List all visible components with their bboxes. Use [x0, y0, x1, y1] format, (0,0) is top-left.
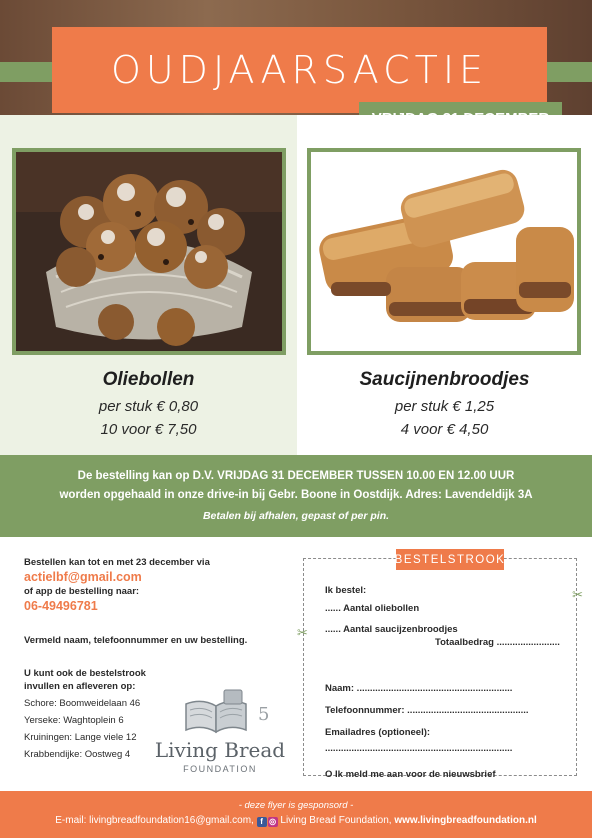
footer	[0, 791, 592, 838]
form-field-saucijzenbroodjes[interactable]: ...... Aantal saucijzenbroodjes	[325, 624, 458, 635]
footer-contact	[0, 815, 592, 827]
product-name: Oliebollen	[102, 369, 195, 390]
product-name: Saucijnenbroodjes	[359, 369, 530, 390]
anniversary-mark: 5	[258, 704, 270, 725]
newsletter-checkbox[interactable]: O Ik meld me aan voor de nieuwsbrief	[325, 769, 496, 780]
location-item: Yerseke: Waghtoplein 6	[24, 715, 124, 726]
title-banner	[52, 27, 547, 113]
scissors-icon: ✂	[297, 625, 308, 640]
product-oliebollen	[0, 115, 297, 455]
location-item: Krabbendijke: Oostweg 4	[24, 749, 131, 760]
product-price-single: per stuk € 0,80	[98, 398, 199, 415]
footer-website-link[interactable]: www.livingbreadfoundation.nl	[394, 815, 537, 826]
order-email[interactable]: actielbf@gmail.com	[24, 570, 142, 584]
location-item: Schore: Boomweidelaan 46	[24, 698, 141, 709]
instagram-icon[interactable]: ◎	[269, 817, 277, 826]
products-section	[0, 115, 592, 455]
form-field-oliebollen[interactable]: ...... Aantal oliebollen	[325, 603, 420, 614]
form-field-email[interactable]: .......................................................................	[325, 743, 513, 754]
product-price-bulk: 4 voor € 4,50	[400, 421, 489, 438]
scissors-icon: ✂	[572, 587, 583, 602]
facebook-icon[interactable]: f	[257, 817, 267, 827]
open-book-icon	[180, 688, 252, 736]
saucijzenbroodjes-image	[311, 152, 577, 351]
living-bread-logo	[140, 688, 300, 786]
form-intro: Ik bestel:	[325, 585, 367, 596]
logo-subtitle: FOUNDATION	[183, 764, 257, 774]
order-form	[297, 553, 583, 780]
form-field-total[interactable]: Totaalbedrag ........................	[435, 637, 560, 648]
form-field-name[interactable]: Naam: ...........................................................	[325, 683, 513, 694]
order-phone[interactable]: 06-49496781	[24, 599, 98, 613]
pickup-info-line: De bestelling kan op D.V. VRIJDAG 31 DECEMBER TUSSEN 10.00 EN 12.00 UUR	[77, 470, 515, 482]
oliebollen-photo	[12, 148, 286, 355]
order-form-label: BESTELSTROOK	[396, 549, 504, 570]
footer-social[interactable]: Living Bread Foundation,	[280, 815, 392, 826]
saucijzenbroodjes-photo	[307, 148, 581, 355]
payment-note: Betalen bij afhalen, gepast of per pin.	[202, 510, 390, 522]
order-form-fields	[325, 585, 565, 781]
form-field-phone[interactable]: Telefoonnummer: ..............................................	[325, 705, 529, 716]
order-mention-text: Vermeld naam, telefoonnummer en uw bestelling.	[24, 635, 248, 646]
order-form-text: U kunt ook de bestelstrook	[24, 668, 146, 679]
order-dropoff-text: invullen en afleveren op:	[24, 681, 136, 692]
product-price-single: per stuk € 1,25	[394, 398, 495, 415]
pickup-info	[0, 455, 592, 537]
form-field-email-label: Emailadres (optioneel):	[325, 727, 431, 738]
oliebollen-image	[16, 152, 282, 351]
product-saucijzenbroodjes	[297, 115, 592, 455]
order-deadline-text: Bestellen kan tot en met 23 december via	[24, 557, 210, 568]
product-price-bulk: 10 voor € 7,50	[100, 421, 197, 438]
order-app-text: of app de bestelling naar:	[24, 586, 140, 597]
location-item: Kruiningen: Lange viele 12	[24, 732, 137, 743]
sponsor-note: - deze flyer is gesponsord -	[238, 800, 354, 811]
logo-name: Living Bread	[154, 738, 286, 762]
pickup-info-line: worden opgehaald in onze drive-in bij Gebr. Boone in Oostdijk. Adres: Lavendeldijk 3A	[59, 489, 533, 501]
page-title: OUDJAARSACTIE	[110, 48, 489, 92]
footer-email[interactable]: E-mail: livingbreadfoundation16@gmail.com,	[55, 815, 254, 826]
